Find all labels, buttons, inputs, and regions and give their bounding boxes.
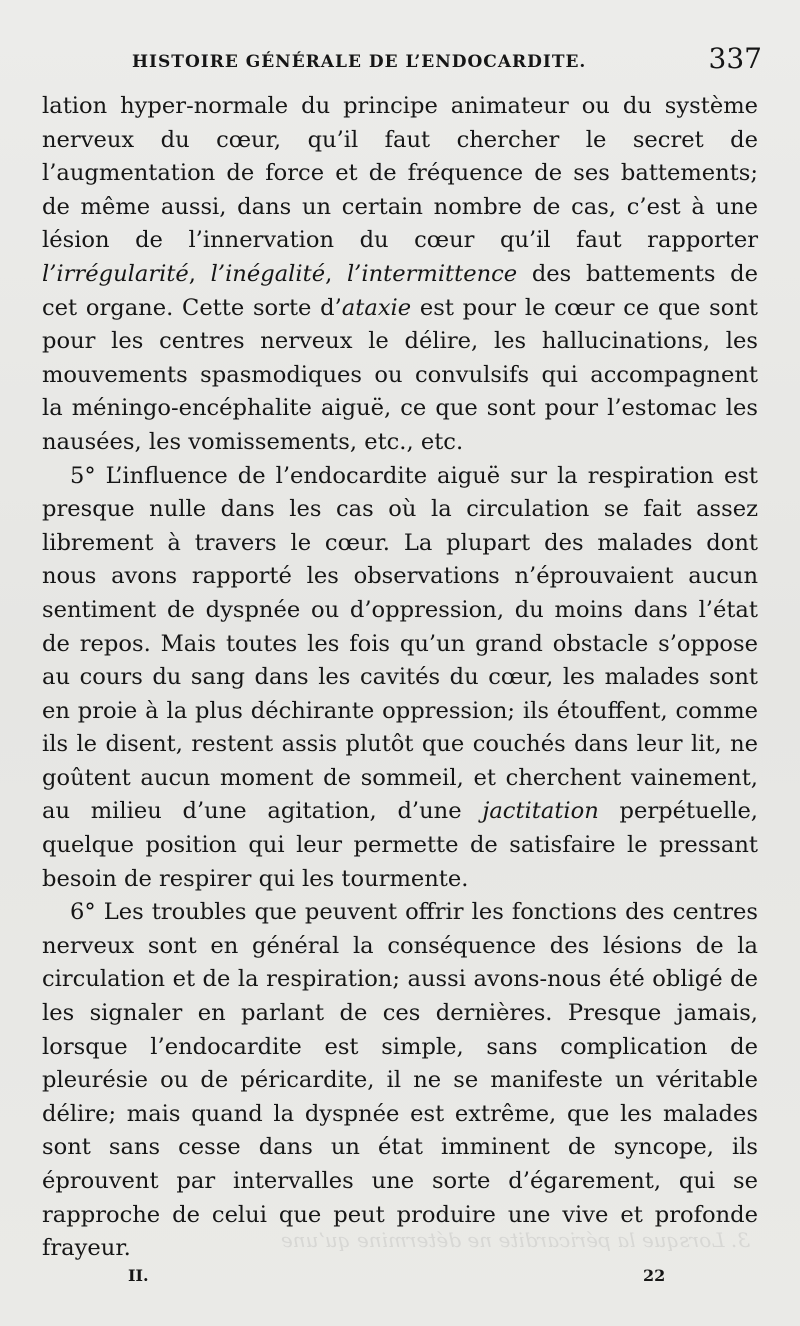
italic-inegalite: l’inégalité [210, 260, 326, 287]
paragraph-2-text-1: 5° L’influence de l’endocardite aiguë sur la respiration est presque nulle dans les cas où la circulation se fait assez librement à travers le cœur. La plupart des malades dont nous avons rapporté les observations n’éprouvaient aucun sentiment de dyspnée ou d’oppression, du moins dans l’état de repos. Mais toutes les fois qu’un grand obstacle s’oppose au cours du sang dans les cavités du cœur, les malades sont en proie à la plus déchirante oppression; ils étouffent, comme ils le disent, restent assis plutôt que couchés dans leur lit, ne goûtent aucun moment de sommeil, et cherchent vainement, au milieu d’une agitation, d’une [42, 462, 758, 825]
page-footer [40, 1266, 762, 1294]
paragraph-2 [42, 460, 758, 897]
paragraph-1-text-5: est pour le cœur ce que sont pour les centres nerveux le délire, les hallucinations, les mouvements spasmodiques ou convulsifs qui accompagnent la méningo-encéphalite aiguë, ce que sont pour l’estomac les nausées, les vomissements, etc., etc. [42, 294, 758, 455]
paragraph-3 [42, 896, 758, 1266]
page-number: 337 [708, 42, 762, 75]
italic-irregularite: l’irrégularité [42, 260, 189, 287]
italic-intermittence: l’intermittence [346, 260, 518, 287]
running-head: HISTOIRE GÉNÉRALE DE L’ENDOCARDITE. [132, 52, 587, 72]
paragraph-1-text-2: , [188, 260, 211, 287]
italic-ataxie: ataxie [341, 294, 412, 321]
paragraph-1-text-3: , [325, 260, 347, 287]
paragraph-1 [42, 90, 758, 460]
paragraph-3-text-1: 6° Les troubles que peuvent offrir les fonctions des centres nerveux sont en général la conséquence des lésions de la circulation et de la respiration; aussi avons-nous été obligé de les signaler en parlant de ces dernières. Presque jamais, lorsque l’endocardite est simple, sans complication de pleurésie ou de péricardite, il ne se manifeste un véritable délire; mais quand la dyspnée est extrême, que les malades sont sans cesse dans un état imminent de syncope, ils éprouvent par intervalles une sorte d’égarement, qui se rapproche de celui que peut produire une vive et profonde frayeur. [42, 899, 758, 1262]
page-body [42, 90, 758, 1266]
signature-mark: 22 [643, 1266, 666, 1285]
italic-jactitation: jactitation [482, 798, 599, 825]
show-through-text: 3. Lorsque la péricardite ne détermine qu’une [280, 1228, 750, 1252]
paragraph-2-text-2: perpétuelle, quelque position qui leur permette de satisfaire le pressant besoin de respirer qui les tourmente. [42, 798, 758, 892]
page-header [40, 42, 762, 82]
paragraph-1-text-1: lation hyper-normale du principe animateur ou du système nerveux du cœur, qu’il faut chercher le secret de l’augmentation de force et de fréquence de ses battements; de même aussi, dans un certain nombre de cas, c’est à une lésion de l’innervation du cœur qu’il faut rapporter [42, 93, 758, 254]
paragraph-1-text-4: des battements de cet organe. Cette sorte d’ [42, 260, 758, 321]
volume-mark: II. [128, 1266, 149, 1285]
